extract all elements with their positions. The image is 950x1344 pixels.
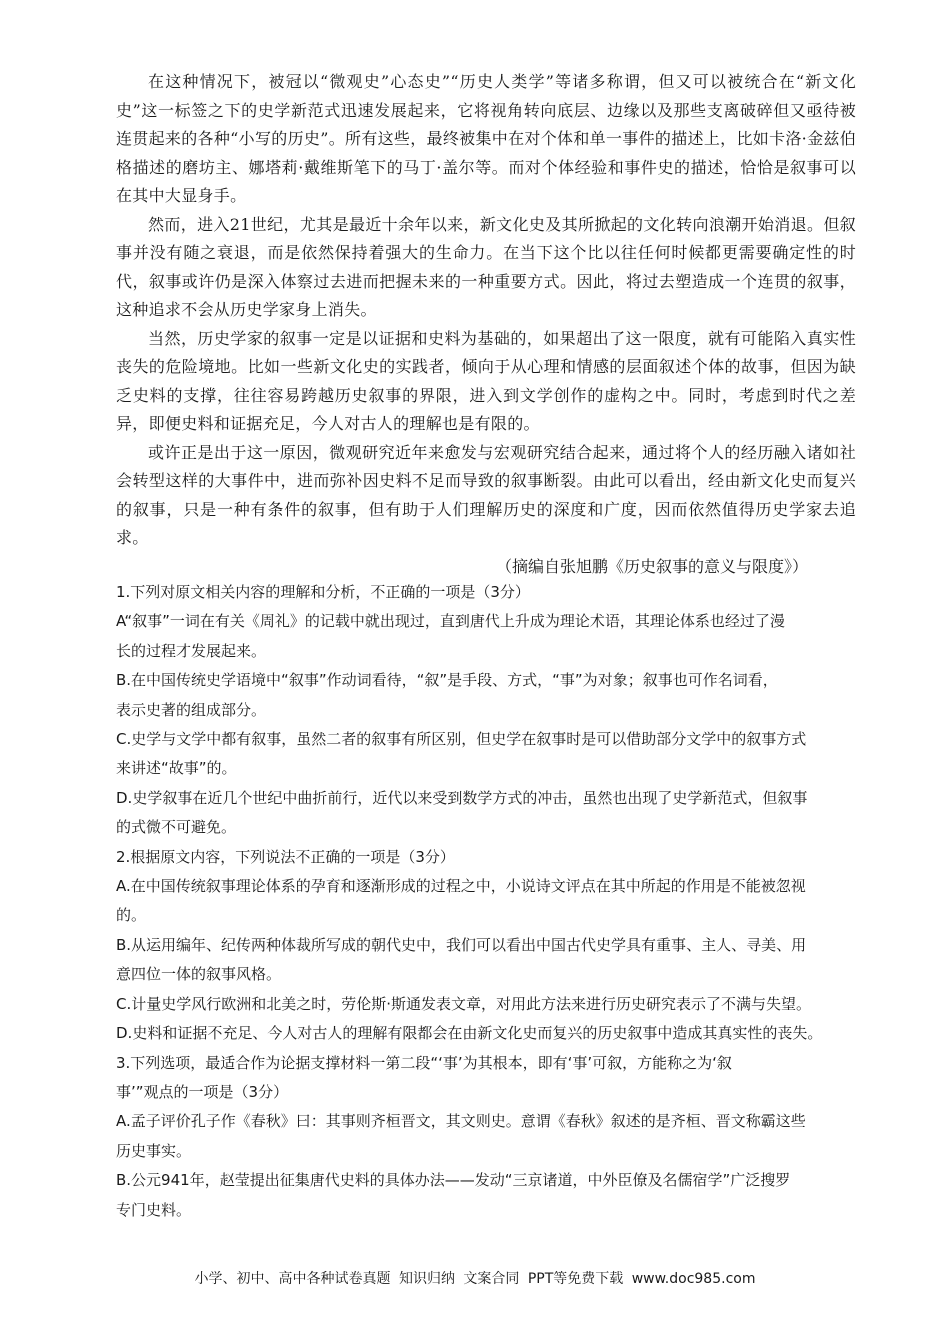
question-1-option-a: A“叙事”一词在有关《周礼》的记载中就出现过，直到唐代上升成为理论术语，其理论体系也经过了漫 bbox=[116, 612, 785, 631]
question-2-option-b-cont: 意四位一体的叙事风格。 bbox=[116, 965, 282, 984]
footer-banner: 小学、初中、高中各种试卷真题 知识归纳 文案合同 PPT等免费下载 www.doc985.com bbox=[194, 1271, 756, 1287]
question-2-option-c: C.计量史学风行欧洲和北美之时，劳伦斯·斯通发表文章，对用此方法来进行历史研究表示了不满与失望。 bbox=[116, 994, 812, 1013]
question-3-stem: 3.下列选项，最适合作为论据支撑材料一第二段“‘事’为其根本，即有‘事’可叙，方能称之为‘叙 bbox=[116, 1053, 732, 1072]
question-2-option-a-cont: 的。 bbox=[116, 906, 147, 925]
article-source: （摘编自张旭鹏《历史叙事的意义与限度》） bbox=[495, 556, 808, 576]
question-1-option-c: C.史学与文学中都有叙事，虽然二者的叙事有所区别，但史学在叙事时是可以借助部分文学中的叙事方式 bbox=[116, 730, 807, 749]
article-paragraph-2: 然而，进入21世纪，尤其是最近十余年以来，新文化史及其所掀起的文化转向浪潮开始消退。但叙事并没有随之衰退，而是依然保持着强大的生命力。在当下这个比以往任何时候都更需要确定性的时代，叙事或许仍是深入体察过去进而把握未来的一种重要方式。因此，将过去塑造成一个连贯的叙事，这种追求不会从历史学家身上消失。 bbox=[116, 214, 856, 319]
questions-section bbox=[116, 578, 868, 1225]
question-1-option-b-cont: 表示史著的组成部分。 bbox=[116, 700, 267, 719]
article-body bbox=[116, 68, 856, 581]
question-3-option-a-cont: 历史事实。 bbox=[116, 1141, 192, 1160]
article-paragraph-4: 或许正是出于这一原因，微观研究近年来愈发与宏观研究结合起来，通过将个人的经历融入诸如社会转型这样的大事件中，进而弥补因史料不足而导致的叙事断裂。由此可以看出，经由新文化史而复兴的叙事，只是一种有条件的叙事，但有助于人们理解历史的深度和广度，因而依然值得历史学家去追求。 bbox=[116, 442, 856, 547]
question-3-option-b-cont: 专门史料。 bbox=[116, 1200, 192, 1219]
question-1-stem: 1.下列对原文相关内容的理解和分析，不正确的一项是（3分） bbox=[116, 583, 530, 601]
question-2-stem: 2.根据原文内容，下列说法不正确的一项是（3分） bbox=[116, 847, 455, 866]
article-paragraph-1: 在这种情况下，被冠以“微观史”心态史”“历史人类学”等诸多称谓，但又可以被统合在“新文化史”这一标签之下的史学新范式迅速发展起来，它将视角转向底层、边缘以及那些支离破碎但又亟待被连贯起来的各种“小写的历史”。所有这些，最终被集中在对个体和单一事件的描述上，比如卡洛·金兹伯格描述的磨坊主、娜塔莉·戴维斯笔下的马丁·盖尔等。而对个体经验和事件史的描述，恰恰是叙事可以在其中大显身手。 bbox=[116, 72, 856, 205]
question-1-option-a-cont: 长的过程才发展起来。 bbox=[116, 641, 267, 660]
question-1-option-d-cont: 的式微不可避免。 bbox=[116, 818, 237, 837]
question-3-option-b: B.公元941年，赵莹提出征集唐代史料的具体办法——发动“三京诸道，中外臣僚及名儒宿学”广泛搜罗 bbox=[116, 1171, 791, 1190]
question-2-option-b: B.从运用编年、纪传两种体裁所写成的朝代史中，我们可以看出中国古代史学具有重事、主人、寻美、用 bbox=[116, 935, 807, 954]
question-2-option-d: D.史料和证据不充足、今人对古人的理解有限都会在由新文化史而复兴的历史叙事中造成其真实性的丧失。 bbox=[116, 1024, 823, 1043]
article-paragraph-3: 当然，历史学家的叙事一定是以证据和史料为基础的，如果超出了这一限度，就有可能陷入真实性丧失的危险境地。比如一些新文化史的实践者，倾向于从心理和情感的层面叙述个体的故事，但因为缺乏史料的支撑，往往容易跨越历史叙事的界限，进入到文学创作的虚构之中。同时，考虑到时代之差异，即便史料和证据充足，今人对古人的理解也是有限的。 bbox=[116, 328, 856, 433]
question-3-stem-cont: 事’”观点的一项是（3分） bbox=[116, 1082, 289, 1101]
question-1-option-b: B.在中国传统史学语境中“叙事”作动词看待，“叙”是手段、方式，“事”为对象；叙事也可作名词看， bbox=[116, 671, 778, 690]
question-3-option-a: A.孟子评价孔子作《春秋》曰：其事则齐桓晋文，其文则史。意谓《春秋》叙述的是齐桓、晋文称霸这些 bbox=[116, 1112, 806, 1131]
question-2-option-a: A.在中国传统叙事理论体系的孕育和逐渐形成的过程之中，小说诗文评点在其中所起的作用是不能被忽视 bbox=[116, 877, 806, 896]
question-1-option-c-cont: 来讲述“故事”的。 bbox=[116, 759, 237, 778]
question-1-option-d: D.史学叙事在近几个世纪中曲折前行，近代以来受到数学方式的冲击，虽然也出现了史学新范式，但叙事 bbox=[116, 788, 808, 807]
